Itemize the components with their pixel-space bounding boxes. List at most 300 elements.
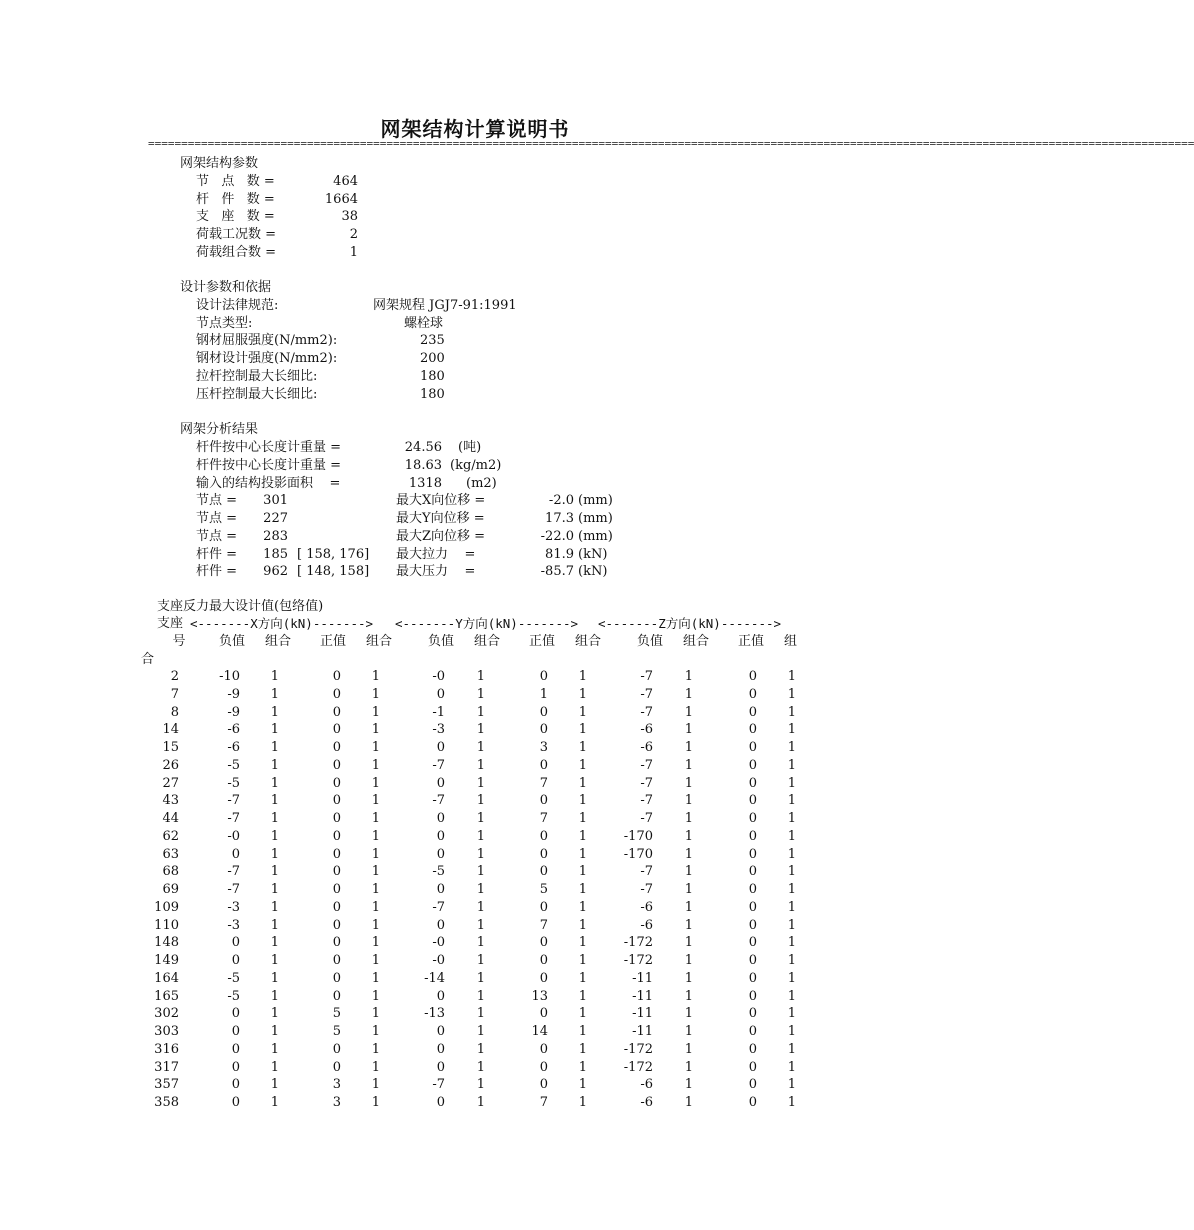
cell-y-pos-comb: 1 (578, 740, 587, 755)
cell-x-neg: 0 (231, 1024, 240, 1039)
cell-y-neg: -7 (432, 793, 445, 809)
cell-x-neg-comb: 1 (270, 1095, 279, 1110)
cell-x-neg: -7 (227, 882, 240, 897)
cell-z-neg: -11 (632, 970, 653, 986)
cell-x-pos-comb: 1 (371, 686, 380, 702)
cell-x-neg: -5 (227, 970, 240, 986)
table-row (140, 668, 796, 686)
cell-y-pos-comb: 1 (578, 935, 587, 951)
cell-x-neg-comb: 1 (270, 864, 279, 880)
cell-z-pos-comb: 1 (787, 811, 796, 826)
cell-y-neg-comb: 1 (476, 704, 485, 720)
cell-z-pos-comb: 1 (787, 1006, 796, 1022)
cell-y-pos-comb: 1 (578, 722, 587, 738)
cell-x-pos: 3 (332, 1077, 341, 1093)
cell-z-neg-comb: 1 (684, 864, 693, 880)
cell-y-pos-comb: 1 (578, 1006, 587, 1022)
cell-x-neg-comb: 1 (270, 740, 279, 755)
cell-z-pos: 0 (748, 917, 757, 933)
param-value: 1664 (324, 192, 358, 207)
cell-y-neg-comb: 1 (476, 793, 485, 809)
cell-y-pos-comb: 1 (578, 953, 587, 968)
cell-z-neg: -170 (623, 846, 653, 862)
cell-support-no: 8 (170, 704, 179, 720)
cell-z-neg-comb: 1 (684, 917, 693, 933)
cell-z-neg: -7 (640, 704, 653, 720)
cell-x-pos-comb: 1 (371, 1095, 380, 1110)
cell-y-neg-comb: 1 (476, 988, 485, 1004)
cell-support-no: 69 (162, 882, 179, 897)
cell-x-pos-comb: 1 (371, 1024, 380, 1039)
result-unit: (kg/m2) (450, 458, 502, 473)
table-row (140, 775, 796, 793)
cell-x-pos: 5 (332, 1024, 341, 1039)
col-header-y-pos-comb: 组合 (575, 634, 602, 649)
col-header-y-neg-comb: 组合 (474, 634, 501, 649)
cell-y-pos: 0 (539, 970, 548, 986)
table-row (140, 828, 796, 846)
cell-z-pos: 0 (748, 864, 757, 880)
param-label: 支 座 数 = (196, 209, 275, 224)
param-label: 杆 件 数 = (196, 192, 275, 207)
cell-z-neg: -172 (623, 935, 653, 951)
cell-x-neg-comb: 1 (270, 953, 279, 968)
cell-x-neg: -7 (227, 811, 240, 826)
cell-y-pos-comb: 1 (578, 864, 587, 880)
cell-y-neg: -3 (432, 722, 445, 738)
cell-x-neg: -5 (227, 988, 240, 1004)
cell-x-pos: 0 (332, 669, 341, 684)
cell-x-pos: 0 (332, 740, 341, 755)
extreme-unit: (mm) (578, 493, 613, 508)
cell-x-pos-comb: 1 (371, 740, 380, 755)
cell-z-pos-comb: 1 (787, 669, 796, 684)
cell-x-neg: 0 (231, 1041, 240, 1057)
cell-y-neg: -1 (432, 704, 445, 720)
cell-z-pos-comb: 1 (787, 846, 796, 862)
cell-x-pos-comb: 1 (371, 917, 380, 933)
cell-z-pos: 0 (748, 1024, 757, 1039)
cell-z-pos: 0 (748, 988, 757, 1004)
cell-x-neg-comb: 1 (270, 757, 279, 773)
param-value: 螺栓球 (404, 316, 444, 331)
cell-x-pos: 0 (332, 828, 341, 844)
table-row (140, 917, 796, 935)
cell-x-neg: -3 (227, 899, 240, 915)
cell-x-neg: -0 (227, 828, 240, 844)
reactions-table (140, 668, 796, 1112)
cell-y-neg: -14 (424, 970, 445, 986)
cell-z-neg-comb: 1 (684, 686, 693, 702)
extreme-label: 杆件 = (196, 547, 238, 562)
cell-y-neg: 0 (436, 811, 445, 826)
result-value: 24.56 (404, 440, 442, 455)
cell-z-pos: 0 (748, 953, 757, 968)
cell-y-neg: 0 (436, 686, 445, 702)
cell-support-no: 358 (154, 1095, 179, 1110)
cell-support-no: 165 (154, 988, 179, 1004)
cell-support-no: 26 (162, 757, 179, 773)
cell-z-pos-comb: 1 (787, 828, 796, 844)
col-header-z-neg: 负值 (637, 634, 664, 649)
cell-support-no: 7 (170, 686, 179, 702)
extreme-label: 节点 = (196, 511, 238, 526)
cell-x-pos: 3 (332, 1095, 341, 1110)
cell-y-pos-comb: 1 (578, 1095, 587, 1110)
extreme-value: 17.3 (545, 511, 574, 526)
cell-y-neg: 0 (436, 1059, 445, 1075)
param-value: 235 (420, 333, 445, 348)
cell-y-neg: 0 (436, 1041, 445, 1057)
cell-z-neg: -172 (623, 1059, 653, 1075)
cell-z-pos-comb: 1 (787, 740, 796, 755)
col-header-wrap: 合 (141, 652, 155, 667)
table-row (140, 739, 796, 757)
cell-z-pos: 0 (748, 899, 757, 915)
cell-x-neg-comb: 1 (270, 988, 279, 1004)
cell-y-neg: 0 (436, 828, 445, 844)
cell-x-neg: 0 (231, 935, 240, 951)
table-row (140, 1076, 796, 1094)
cell-x-neg-comb: 1 (270, 899, 279, 915)
cell-support-no: 63 (162, 846, 179, 862)
extreme-unit: (mm) (578, 511, 613, 526)
cell-y-neg-comb: 1 (476, 669, 485, 684)
cell-z-pos: 0 (748, 775, 757, 791)
cell-z-neg-comb: 1 (684, 722, 693, 738)
cell-z-neg: -170 (623, 828, 653, 844)
extreme-unit: (kN) (578, 547, 608, 562)
cell-y-neg: 0 (436, 988, 445, 1004)
cell-x-neg: 0 (231, 1095, 240, 1110)
cell-x-neg-comb: 1 (270, 917, 279, 933)
cell-z-pos-comb: 1 (787, 953, 796, 968)
cell-x-pos: 0 (332, 935, 341, 951)
cell-x-pos-comb: 1 (371, 669, 380, 684)
cell-z-neg: -6 (640, 899, 653, 915)
table-row (140, 988, 796, 1006)
cell-y-pos: 0 (539, 864, 548, 880)
result-value: 1318 (408, 476, 442, 491)
cell-y-pos-comb: 1 (578, 846, 587, 862)
col-header-y-neg: 负值 (428, 634, 455, 649)
cell-z-neg-comb: 1 (684, 882, 693, 897)
cell-x-pos: 0 (332, 775, 341, 791)
section-results-heading: 网架分析结果 (180, 422, 259, 437)
cell-y-pos: 0 (539, 828, 548, 844)
cell-y-neg-comb: 1 (476, 811, 485, 826)
cell-support-no: 109 (154, 899, 179, 915)
reactions-heading: 支座反力最大设计值(包络值) (157, 599, 324, 614)
cell-y-neg-comb: 1 (476, 899, 485, 915)
cell-support-no: 68 (162, 864, 179, 880)
cell-z-pos: 0 (748, 704, 757, 720)
result-value: 18.63 (404, 458, 442, 473)
cell-support-no: 303 (154, 1024, 179, 1039)
cell-z-neg: -6 (640, 740, 653, 755)
cell-y-pos: 1 (539, 686, 548, 702)
cell-support-no: 14 (162, 722, 179, 738)
cell-x-neg-comb: 1 (270, 1077, 279, 1093)
cell-x-pos: 0 (332, 953, 341, 968)
cell-z-neg-comb: 1 (684, 1041, 693, 1057)
cell-x-pos: 0 (332, 811, 341, 826)
cell-x-pos-comb: 1 (371, 882, 380, 897)
section-design-heading: 设计参数和依据 (180, 280, 272, 295)
cell-z-neg: -172 (623, 1041, 653, 1057)
cell-x-neg: -5 (227, 757, 240, 773)
cell-y-neg: 0 (436, 882, 445, 897)
cell-x-neg-comb: 1 (270, 775, 279, 791)
cell-y-pos-comb: 1 (578, 1041, 587, 1057)
cell-support-no: 317 (154, 1059, 179, 1075)
cell-z-pos-comb: 1 (787, 1041, 796, 1057)
cell-x-pos-comb: 1 (371, 846, 380, 862)
cell-z-pos: 0 (748, 811, 757, 826)
table-row (140, 863, 796, 881)
result-label: 输入的结构投影面积 = (196, 476, 341, 491)
cell-y-pos-comb: 1 (578, 811, 587, 826)
cell-z-pos-comb: 1 (787, 704, 796, 720)
cell-x-neg-comb: 1 (270, 935, 279, 951)
cell-support-no: 164 (154, 970, 179, 986)
cell-y-pos-comb: 1 (578, 669, 587, 684)
cell-z-pos-comb: 1 (787, 935, 796, 951)
cell-y-pos: 0 (539, 757, 548, 773)
cell-y-neg-comb: 1 (476, 1059, 485, 1075)
cell-x-neg: -9 (227, 686, 240, 702)
cell-y-neg: 0 (436, 846, 445, 862)
cell-y-neg: 0 (436, 1024, 445, 1039)
cell-x-neg: -5 (227, 775, 240, 791)
cell-x-pos-comb: 1 (371, 722, 380, 738)
cell-y-neg: 0 (436, 1095, 445, 1110)
reactions-header-y: <-------Y方向(kN)-------> (395, 616, 579, 631)
cell-y-pos: 0 (539, 846, 548, 862)
cell-z-pos-comb: 1 (787, 793, 796, 809)
cell-y-neg-comb: 1 (476, 686, 485, 702)
cell-x-pos-comb: 1 (371, 828, 380, 844)
cell-z-neg: -6 (640, 1095, 653, 1110)
cell-z-pos-comb: 1 (787, 1095, 796, 1110)
param-label: 设计法律规范: (196, 298, 279, 313)
cell-z-pos: 0 (748, 828, 757, 844)
extreme-value: -22.0 (540, 529, 574, 544)
cell-y-neg-comb: 1 (476, 864, 485, 880)
cell-x-pos: 0 (332, 722, 341, 738)
param-label: 荷载组合数 = (196, 245, 277, 260)
cell-y-pos-comb: 1 (578, 970, 587, 986)
cell-x-pos-comb: 1 (371, 1006, 380, 1022)
cell-y-pos-comb: 1 (578, 1077, 587, 1093)
cell-x-neg-comb: 1 (270, 1006, 279, 1022)
table-row (140, 757, 796, 775)
cell-y-pos: 0 (539, 1059, 548, 1075)
extreme-value: -2.0 (548, 493, 574, 508)
cell-x-pos-comb: 1 (371, 970, 380, 986)
cell-x-pos-comb: 1 (371, 899, 380, 915)
cell-x-neg: 0 (231, 1059, 240, 1075)
cell-y-neg-comb: 1 (476, 1024, 485, 1039)
extreme-value: 81.9 (545, 547, 574, 562)
result-label: 杆件按中心长度计重量 = (196, 440, 342, 455)
cell-y-neg-comb: 1 (476, 935, 485, 951)
cell-y-pos: 0 (539, 722, 548, 738)
cell-y-pos: 5 (539, 882, 548, 897)
param-value: 38 (341, 209, 358, 224)
extreme-range: [ 148, 158] (297, 564, 370, 579)
cell-x-pos-comb: 1 (371, 864, 380, 880)
col-header-z-neg-comb: 组合 (683, 634, 710, 649)
cell-z-pos: 0 (748, 793, 757, 809)
cell-x-pos: 0 (332, 1059, 341, 1075)
cell-x-pos-comb: 1 (371, 988, 380, 1004)
table-row (140, 704, 796, 722)
table-row (140, 1059, 796, 1077)
reactions-header-x: <-------X方向(kN)-------> (190, 616, 374, 631)
cell-y-neg-comb: 1 (476, 828, 485, 844)
reactions-header-z: <-------Z方向(kN)-------> (598, 616, 782, 631)
extreme-id: 962 (263, 564, 288, 579)
cell-x-pos: 0 (332, 882, 341, 897)
table-row (140, 1023, 796, 1041)
cell-z-neg-comb: 1 (684, 1077, 693, 1093)
cell-z-pos-comb: 1 (787, 864, 796, 880)
cell-z-pos-comb: 1 (787, 1024, 796, 1039)
param-value: 1 (349, 245, 358, 260)
cell-support-no: 316 (154, 1041, 179, 1057)
cell-y-neg-comb: 1 (476, 953, 485, 968)
extreme-unit: (mm) (578, 529, 613, 544)
cell-x-neg: 0 (231, 1077, 240, 1093)
extreme-value: -85.7 (540, 564, 574, 579)
cell-y-pos: 7 (539, 811, 548, 826)
cell-support-no: 149 (154, 953, 179, 968)
cell-y-pos: 0 (539, 899, 548, 915)
cell-x-pos: 0 (332, 793, 341, 809)
cell-x-neg-comb: 1 (270, 704, 279, 720)
cell-y-neg-comb: 1 (476, 1095, 485, 1110)
extreme-label: 节点 = (196, 529, 238, 544)
cell-x-neg: 0 (231, 953, 240, 968)
cell-x-neg-comb: 1 (270, 793, 279, 809)
cell-y-neg: 0 (436, 740, 445, 755)
cell-x-pos-comb: 1 (371, 1041, 380, 1057)
document-title: 网架结构计算说明书 (380, 117, 570, 141)
cell-y-pos: 0 (539, 669, 548, 684)
cell-y-neg: -7 (432, 899, 445, 915)
cell-x-neg: -6 (227, 722, 240, 738)
col-header-x-pos: 正值 (320, 634, 347, 649)
cell-z-pos-comb: 1 (787, 882, 796, 897)
cell-x-neg-comb: 1 (270, 970, 279, 986)
cell-y-neg: -0 (432, 935, 445, 951)
cell-support-no: 27 (162, 775, 179, 791)
cell-support-no: 15 (162, 740, 179, 755)
cell-z-neg-comb: 1 (684, 793, 693, 809)
cell-y-pos: 0 (539, 935, 548, 951)
cell-z-pos-comb: 1 (787, 757, 796, 773)
cell-z-pos: 0 (748, 935, 757, 951)
col-header-x-neg: 负值 (219, 634, 246, 649)
cell-y-pos: 0 (539, 793, 548, 809)
cell-x-neg: 0 (231, 846, 240, 862)
cell-z-pos: 0 (748, 722, 757, 738)
cell-y-pos-comb: 1 (578, 1024, 587, 1039)
cell-support-no: 44 (162, 811, 179, 826)
result-unit: (m2) (466, 476, 497, 491)
table-row (140, 1041, 796, 1059)
cell-x-neg: -6 (227, 740, 240, 755)
extreme-desc: 最大Z向位移 = (396, 529, 486, 544)
cell-z-pos: 0 (748, 686, 757, 702)
cell-support-no: 110 (154, 917, 179, 933)
cell-z-neg-comb: 1 (684, 740, 693, 755)
param-value: 180 (420, 387, 445, 402)
cell-z-neg-comb: 1 (684, 1024, 693, 1039)
cell-y-neg: 0 (436, 775, 445, 791)
cell-z-pos: 0 (748, 1059, 757, 1075)
table-row (140, 721, 796, 739)
cell-z-neg-comb: 1 (684, 1095, 693, 1110)
cell-z-neg-comb: 1 (684, 846, 693, 862)
cell-x-neg: -3 (227, 917, 240, 933)
cell-y-neg-comb: 1 (476, 846, 485, 862)
param-value: 200 (420, 351, 445, 366)
param-label: 钢材屈服强度(N/mm2): (196, 333, 338, 348)
cell-y-pos-comb: 1 (578, 704, 587, 720)
cell-y-pos-comb: 1 (578, 882, 587, 897)
table-row (140, 881, 796, 899)
result-label: 杆件按中心长度计重量 = (196, 458, 342, 473)
cell-z-pos-comb: 1 (787, 775, 796, 791)
cell-z-neg-comb: 1 (684, 704, 693, 720)
cell-x-pos-comb: 1 (371, 953, 380, 968)
extreme-range: [ 158, 176] (297, 547, 370, 562)
param-label: 压杆控制最大长细比: (196, 387, 318, 402)
cell-x-pos-comb: 1 (371, 1077, 380, 1093)
cell-x-neg: -7 (227, 793, 240, 809)
cell-y-neg-comb: 1 (476, 1006, 485, 1022)
cell-z-neg: -11 (632, 988, 653, 1004)
cell-z-pos: 0 (748, 1006, 757, 1022)
cell-y-pos: 7 (539, 917, 548, 933)
cell-y-neg-comb: 1 (476, 970, 485, 986)
cell-z-pos-comb: 1 (787, 899, 796, 915)
cell-z-neg-comb: 1 (684, 988, 693, 1004)
cell-z-neg-comb: 1 (684, 828, 693, 844)
cell-z-pos-comb: 1 (787, 1059, 796, 1075)
cell-x-pos: 0 (332, 988, 341, 1004)
cell-x-pos: 0 (332, 704, 341, 720)
cell-y-neg: -0 (432, 953, 445, 968)
extreme-id: 301 (263, 493, 288, 508)
cell-y-neg: -5 (432, 864, 445, 880)
cell-y-pos-comb: 1 (578, 917, 587, 933)
cell-x-neg: -7 (227, 864, 240, 880)
cell-y-pos: 13 (531, 988, 548, 1004)
cell-x-pos: 0 (332, 1041, 341, 1057)
cell-y-pos-comb: 1 (578, 793, 587, 809)
cell-z-neg: -7 (640, 793, 653, 809)
cell-x-pos-comb: 1 (371, 811, 380, 826)
cell-x-pos: 0 (332, 899, 341, 915)
table-row (140, 970, 796, 988)
cell-z-neg: -7 (640, 775, 653, 791)
cell-z-neg-comb: 1 (684, 811, 693, 826)
table-row (140, 899, 796, 917)
cell-x-pos-comb: 1 (371, 1059, 380, 1075)
